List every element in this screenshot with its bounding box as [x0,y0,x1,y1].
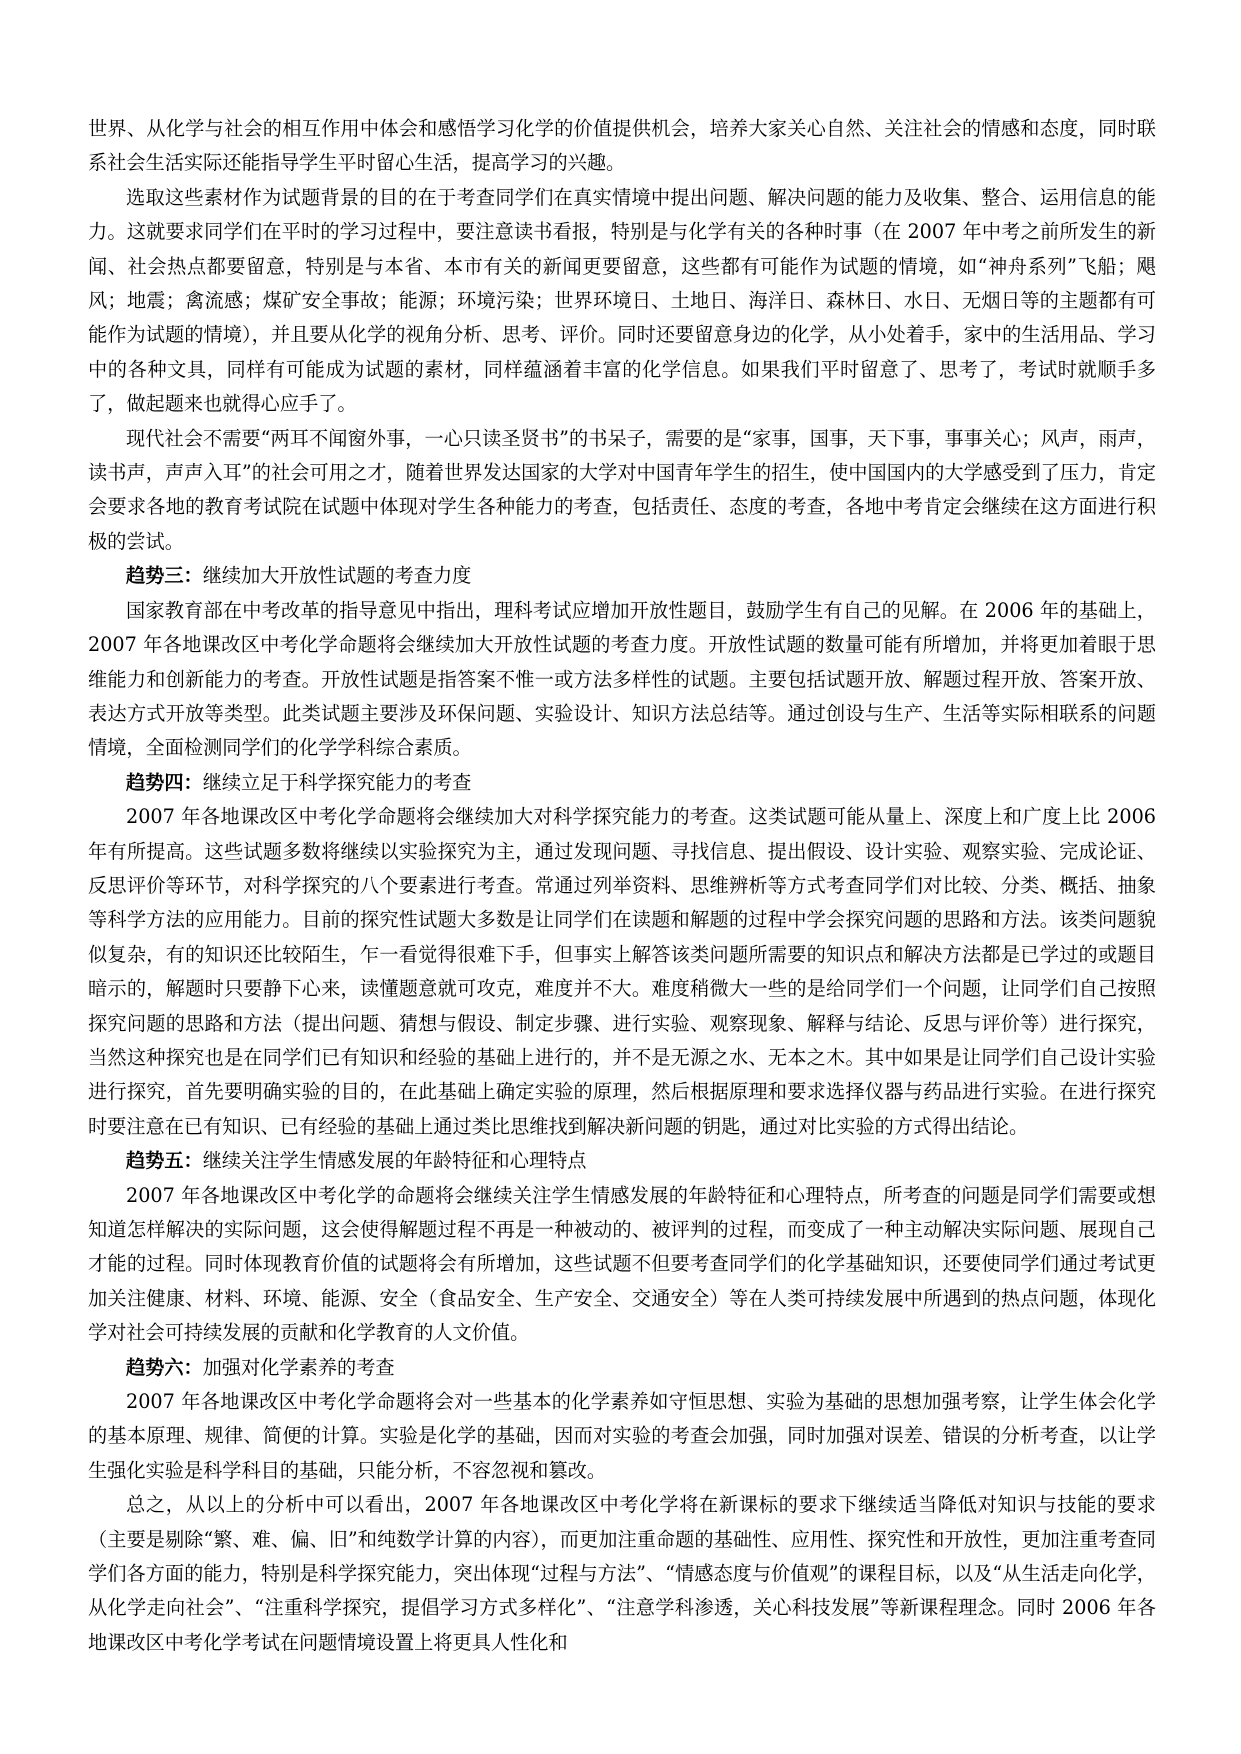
section-heading-lead: 趋势六： [126,1355,203,1379]
body-paragraph: 现代社会不需要“两耳不闻窗外事，一心只读圣贤书”的书呆子，需要的是“家事，国事，天下事，事事关心；风声，雨声，读书声，声声入耳”的社会可用之才，随着世界发达国家的大学对中国青年学生的招生，使中国国内的大学感受到了压力，肯定会要求各地的教育考试院在试题中体现对学生各种能力的考查，包括责任、态度的考查，各地中考肯定会继续在这方面进行积极的尝试。 [88,426,1156,553]
section-heading [88,559,1156,593]
section-heading-lead: 趋势四： [126,770,203,794]
body-paragraph: 2007 年各地课改区中考化学命题将会继续加大对科学探究能力的考查。这类试题可能从量上、深度上和广度上比 2006 年有所提高。这些试题多数将继续以实验探究为主，通过发现问题、寻找信息、提出假设、设计实验、观察实验、完成论证、反思评价等环节，对科学探究的八个要素进行考查。常通过列举资料、思维辨析等方式考查同学们对比较、分类、概括、抽象等科学方法的应用能力。目前的探究性试题大多数是让同学们在读题和解题的过程中学会探究问题的思路和方法。该类问题貌似复杂，有的知识还比较陌生，乍一看觉得很难下手，但事实上解答该类问题所需要的知识点和解决方法都是已学过的或题目暗示的，解题时只要静下心来，读懂题意就可攻克，难度并不大。难度稍微大一些的是给同学们一个问题，让同学们自己按照探究问题的思路和方法（提出问题、猜想与假设、制定步骤、进行实验、观察现象、解释与结论、反思与评价等）进行探究，当然这种探究也是在同学们已有知识和经验的基础上进行的，并不是无源之水、无本之木。其中如果是让同学们自己设计实验进行探究，首先要明确实验的目的，在此基础上确定实验的原理，然后根据原理和要求选择仪器与药品进行实验。在进行探究时要注意在已有知识、已有经验的基础上通过类比思维找到解决新问题的钥匙，通过对比实验的方式得出结论。 [88,805,1156,1138]
body-paragraph: 2007 年各地课改区中考化学的命题将会继续关注学生情感发展的年龄特征和心理特点，所考查的问题是同学们需要或想知道怎样解决的实际问题，这会使得解题过程不再是一种被动的、被评判的过程，而变成了一种主动解决实际问题、展现自己才能的过程。同时体现教育价值的试题将会有所增加，这些试题不但要考查同学们的化学基础知识，还要使同学们通过考试更加关注健康、材料、环境、能源、安全（食品安全、生产安全、交通安全）等在人类可持续发展中所遇到的热点问题，体现化学对社会可持续发展的贡献和化学教育的人文价值。 [88,1183,1156,1345]
body-paragraph: 世界、从化学与社会的相互作用中体会和感悟学习化学的价值提供机会，培养大家关心自然、关注社会的情感和态度，同时联系社会生活实际还能指导学生平时留心生活，提高学习的兴趣。 [88,117,1156,175]
body-paragraph: 2007 年各地课改区中考化学命题将会对一些基本的化学素养如守恒思想、实验为基础的思想加强考察，让学生体会化学的基本原理、规律、简便的计算。实验是化学的基础，因而对实验的考查会加强，同时加强对误差、错误的分析考查，以让学生强化实验是科学科目的基础，只能分析，不容忽视和篡改。 [88,1390,1156,1482]
section-heading-title: 继续立足于科学探究能力的考查 [202,770,472,794]
body-paragraph: 国家教育部在中考改革的指导意见中指出，理科考试应增加开放性题目，鼓励学生有自己的见解。在 2006 年的基础上，2007 年各地课改区中考化学命题将会继续加大开放性试题的考查力度。开放性试题的数量可能有所增加，并将更加着眼于思维能力和创新能力的考查。开放性试题是指答案不惟一或方法多样性的试题。主要包括试题开放、解题过程开放、答案开放、表达方式开放等类型。此类试题主要涉及环保问题、实验设计、知识方法总结等。通过创设与生产、生活等实际相联系的问题情境，全面检测同学们的化学学科综合素质。 [88,598,1156,760]
body-paragraph: 总之，从以上的分析中可以看出，2007 年各地课改区中考化学将在新课标的要求下继续适当降低对知识与技能的要求（主要是剔除“繁、难、偏、旧”和纯数学计算的内容），而更加注重命题的基础性、应用性、探究性和开放性，更加注重考查同学们各方面的能力，特别是科学探究能力，突出体现“过程与方法”、“情感态度与价值观”的课程目标，以及“从生活走向化学，从化学走向社会”、“注重科学探究，提倡学习方式多样化”、“注意学科渗透，关心科技发展”等新课程理念。同时 2006 年各地课改区中考化学考试在问题情境设置上将更具人性化和 [88,1493,1156,1654]
section-heading-lead: 趋势五： [126,1149,203,1173]
section-heading [88,766,1156,800]
section-heading-lead: 趋势三： [126,564,203,588]
section-heading-title: 继续加大开放性试题的考查力度 [202,564,472,588]
section-heading [88,1351,1156,1385]
section-heading-title: 继续关注学生情感发展的年龄特征和心理特点 [202,1149,587,1173]
section-heading-title: 加强对化学素养的考查 [202,1355,395,1379]
section-heading [88,1144,1156,1178]
body-paragraph: 选取这些素材作为试题背景的目的在于考查同学们在真实情境中提出问题、解决问题的能力及收集、整合、运用信息的能力。这就要求同学们在平时的学习过程中，要注意读书看报，特别是与化学有关的各种时事（在 2007 年中考之前所发生的新闻、社会热点都要留意，特别是与本省、本市有关的新闻更要留意，这些都有可能作为试题的情境，如“神舟系列”飞船；飓风；地震；禽流感；煤矿安全事故；能源；环境污染；世界环境日、土地日、海洋日、森林日、水日、无烟日等的主题都有可能作为试题的情境），并且要从化学的视角分析、思考、评价。同时还要留意身边的化学，从小处着手，家中的生活用品、学习中的各种文具，同样有可能成为试题的素材，同样蕴涵着丰富的化学信息。如果我们平时留意了、思考了，考试时就顺手多了，做起题来也就得心应手了。 [88,185,1156,416]
